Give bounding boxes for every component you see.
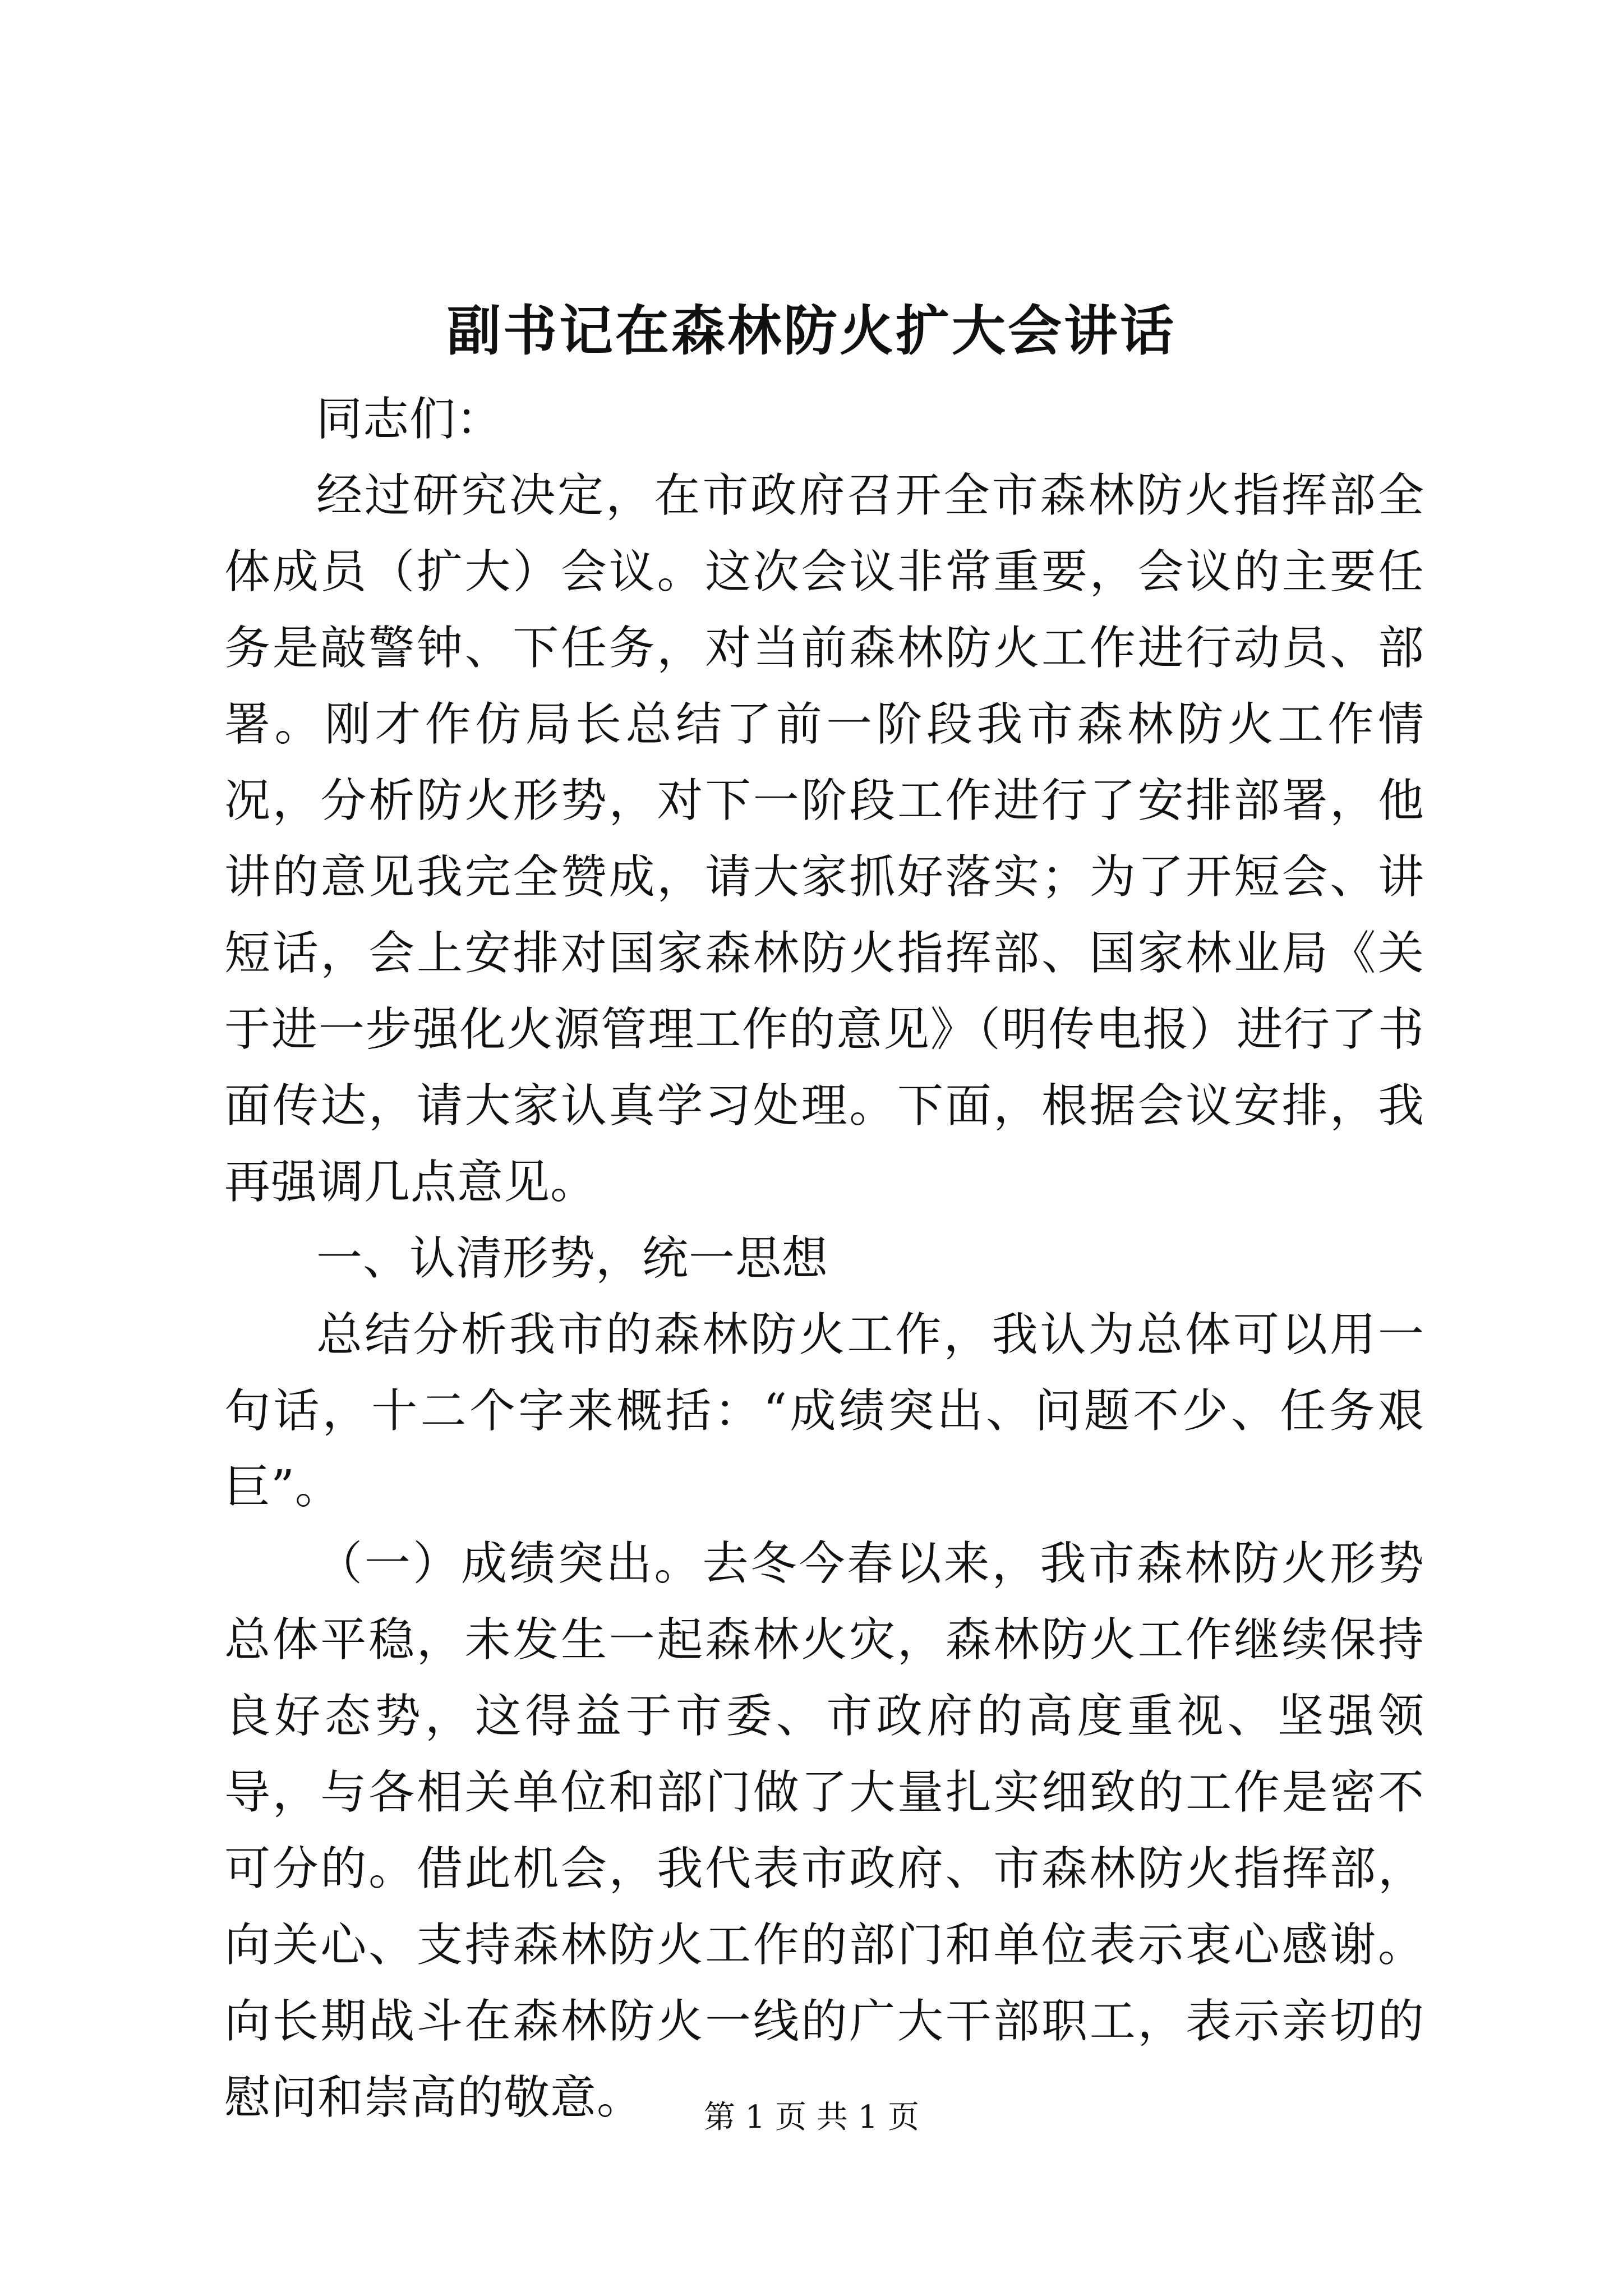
intro-paragraph: 经过研究决定，在市政府召开全市森林防火指挥部全体成员（扩大）会议。这次会议非常重要，会议的主要任务是敲警钟、下任务，对当前森林防火工作进行动员、部署。刚才作仿局长总结了前一阶段我市森林防火工作情况，分析防火形势，对下一阶段工作进行了安排部署，他讲的意见我完全赞成，请大家抓好落实；为了开短会、讲短话，会上安排对国家森林防火指挥部、国家林业局《关于进一步强化火源管理工作的意见》（明传电报）进行了书面传达，请大家认真学习处理。下面，根据会议安排，我再强调几点意见。 xyxy=(224,469,1424,1209)
section-heading-1: 一、认清形势，统一思想 xyxy=(316,1232,829,1285)
document-title: 副书记在森林防火扩大会讲话 xyxy=(447,299,1176,362)
salutation-paragraph: 同志们： xyxy=(316,393,503,446)
achievements-paragraph: （一）成绩突出。去冬今春以来，我市森林防火形势总体平稳，未发生一起森林火灾，森林防火工作继续保持良好态势，这得益于市委、市政府的高度重视、坚强领导，与各相关单位和部门做了大量扎实细致的工作是密不可分的。借此机会，我代表市政府、市森林防火指挥部，向关心、支持森林防火工作的部门和单位表示衷心感谢。向长期战斗在森林防火一线的广大干部职工，表示亲切的慰问和崇高的敬意。 xyxy=(224,1537,1424,2124)
document-body xyxy=(224,381,1424,2136)
page-number-footer: 第 1 页 共 1 页 xyxy=(703,2099,920,2136)
summary-paragraph: 总结分析我市的森林防火工作，我认为总体可以用一句话，十二个字来概括：“成绩突出、问题不少、任务艰巨”。 xyxy=(224,1308,1424,1514)
